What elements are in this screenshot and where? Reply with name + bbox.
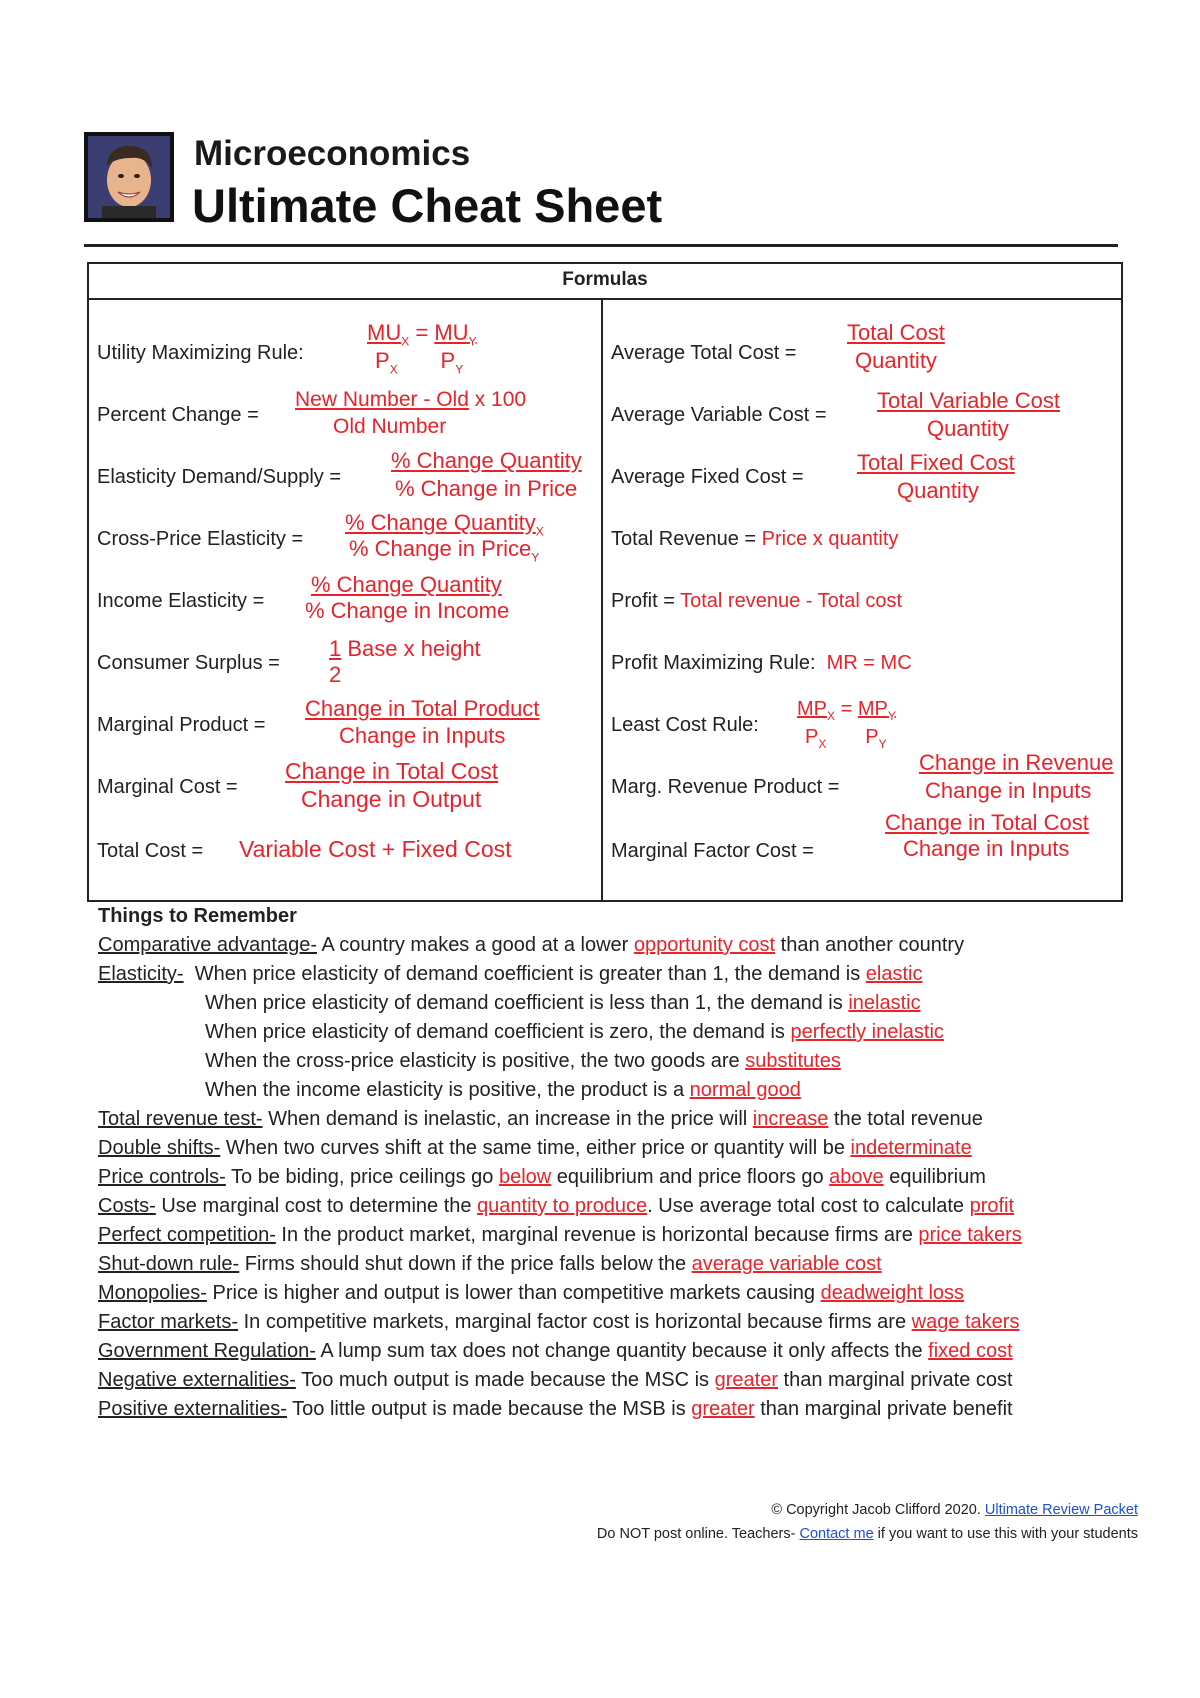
formula-denominator: Quantity xyxy=(927,416,1009,441)
formula-denominator: $P_X$ $P_Y$ xyxy=(375,348,464,377)
remember-line: Price controls- To be biding, price ceilings go below equilibrium and price floors go above equilibrium xyxy=(98,1166,986,1188)
formula-denominator: 2 xyxy=(329,662,342,687)
remember-line: Costs- Use marginal cost to determine the quantity to produce. Use average total cost to calculate profit xyxy=(98,1195,1015,1217)
formula-denominator: % Change in Income xyxy=(305,598,510,623)
formula-label: Total Cost = xyxy=(97,840,204,862)
remember-line: Elasticity- When price elasticity of demand coefficient is greater than 1, the demand is elastic xyxy=(98,963,923,985)
remember-line: Factor markets- In competitive markets, marginal factor cost is horizontal because firms are wage takers xyxy=(98,1311,1020,1333)
copyright-line: © Copyright Jacob Clifford 2020. Ultimate Review Packet xyxy=(771,1502,1138,1518)
formula-numerator: % Change Quantity$_X$ xyxy=(345,510,544,539)
formula-denominator: % Change in Price$_Y$ xyxy=(349,536,540,565)
remember-line: Positive externalities- Too little output is made because the MSB is greater than marginal private benefit xyxy=(98,1398,1013,1420)
formula-numerator: Total Fixed Cost xyxy=(857,450,1015,475)
remember-line: Monopolies- Price is higher and output is lower than competitive markets causing deadweight loss xyxy=(98,1282,965,1304)
formula-denominator: Change in Output xyxy=(301,786,482,812)
formula-denominator: Quantity xyxy=(897,478,979,503)
formulas-heading: Formulas xyxy=(89,264,1121,300)
remember-line: Shut-down rule- Firms should shut down if the price falls below the average variable cost xyxy=(98,1253,882,1275)
formula-label: Marginal Factor Cost = xyxy=(611,840,814,862)
formula-label: Consumer Surplus = xyxy=(97,652,280,674)
formula-row: Profit Maximizing Rule: MR = MC xyxy=(611,652,912,674)
formula-numerator: Total Cost xyxy=(847,320,945,345)
formula-label: Average Variable Cost = xyxy=(611,404,827,426)
formula-denominator: Change in Inputs xyxy=(925,778,1092,803)
ultimate-review-packet-link[interactable]: Ultimate Review Packet xyxy=(984,1502,1138,1518)
formula-label: Marginal Cost = xyxy=(97,776,238,798)
formula-label: Cross-Price Elasticity = xyxy=(97,528,304,550)
formula-denominator: Change in Inputs xyxy=(903,836,1070,861)
remember-line: Government Regulation- A lump sum tax does not change quantity because it only affects the fixed cost xyxy=(98,1340,1013,1362)
formula-numerator: Change in Revenue xyxy=(919,750,1114,775)
formula-denominator: $P_X$ $P_Y$ xyxy=(805,726,887,751)
remember-line: Total revenue test- When demand is inelastic, an increase in the price will increase the total revenue xyxy=(98,1108,983,1130)
remember-line: When price elasticity of demand coefficient is less than 1, the demand is inelastic xyxy=(205,992,921,1014)
contact-me-link[interactable]: Contact me xyxy=(799,1526,874,1542)
formula-label: Average Total Cost = xyxy=(611,342,797,364)
formula-label: Income Elasticity = xyxy=(97,590,265,612)
formula-label: Marg. Revenue Product = xyxy=(611,776,840,798)
formula-numerator: Change in Total Cost xyxy=(885,810,1089,835)
formula-denominator: Change in Inputs xyxy=(339,723,506,748)
formula-numerator: Change in Total Product xyxy=(305,696,540,721)
author-avatar xyxy=(84,132,174,222)
formula-numerator: New Number - Old x 100 xyxy=(295,388,527,411)
remember-line: When the cross-price elasticity is positive, the two goods are substitutes xyxy=(205,1050,841,1072)
formula-numerator: % Change Quantity xyxy=(311,572,502,597)
remember-line: Negative externalities- Too much output is made because the MSC is greater than marginal private cost xyxy=(98,1369,1013,1391)
formula-numerator: Change in Total Cost xyxy=(285,758,499,784)
formulas-table xyxy=(87,262,1123,902)
formula-label: Marginal Product = xyxy=(97,714,266,736)
formula-numerator: $MP_X = MP_Y$ xyxy=(797,698,896,723)
remember-line: When the income elasticity is positive, the product is a normal good xyxy=(205,1079,801,1101)
formula-row: Total Revenue = Price x quantity xyxy=(611,528,899,550)
column-divider xyxy=(601,298,603,902)
formula-denominator: Quantity xyxy=(855,348,937,373)
notice-line: Do NOT post online. Teachers- Contact me if you want to use this with your students xyxy=(596,1526,1138,1542)
formula-label: Utility Maximizing Rule: xyxy=(97,342,304,364)
remember-line: Comparative advantage- A country makes a good at a lower opportunity cost than another country xyxy=(98,934,965,956)
formula-label: Percent Change = xyxy=(97,404,259,426)
header-divider xyxy=(84,244,1118,247)
remember-line: Double shifts- When two curves shift at the same time, either price or quantity will be indeterminate xyxy=(98,1137,972,1159)
formula-label: Elasticity Demand/Supply = xyxy=(97,466,342,488)
formula-numerator: Total Variable Cost xyxy=(877,388,1061,413)
formula-label: Least Cost Rule: xyxy=(611,714,759,736)
formula-denominator: Old Number xyxy=(333,415,447,438)
formula-row: Profit = Total revenue - Total cost xyxy=(611,590,903,612)
remember-line: When price elasticity of demand coefficient is zero, the demand is perfectly inelastic xyxy=(205,1021,944,1043)
formula-label: Average Fixed Cost = xyxy=(611,466,804,488)
formula-numerator: % Change Quantity xyxy=(391,448,582,473)
remember-heading: Things to Remember xyxy=(98,905,297,927)
formula-denominator: % Change in Price xyxy=(395,476,578,501)
page-subtitle: Microeconomics xyxy=(194,134,471,173)
formula-numerator: 1 Base x height xyxy=(329,636,481,661)
remember-line: Perfect competition- In the product market, marginal revenue is horizontal because firms are price takers xyxy=(98,1224,1022,1246)
page-title: Ultimate Cheat Sheet xyxy=(192,179,663,232)
formula-value: Variable Cost + Fixed Cost xyxy=(239,836,512,862)
formula-numerator: $MU_X = MU_Y$ xyxy=(367,320,477,349)
